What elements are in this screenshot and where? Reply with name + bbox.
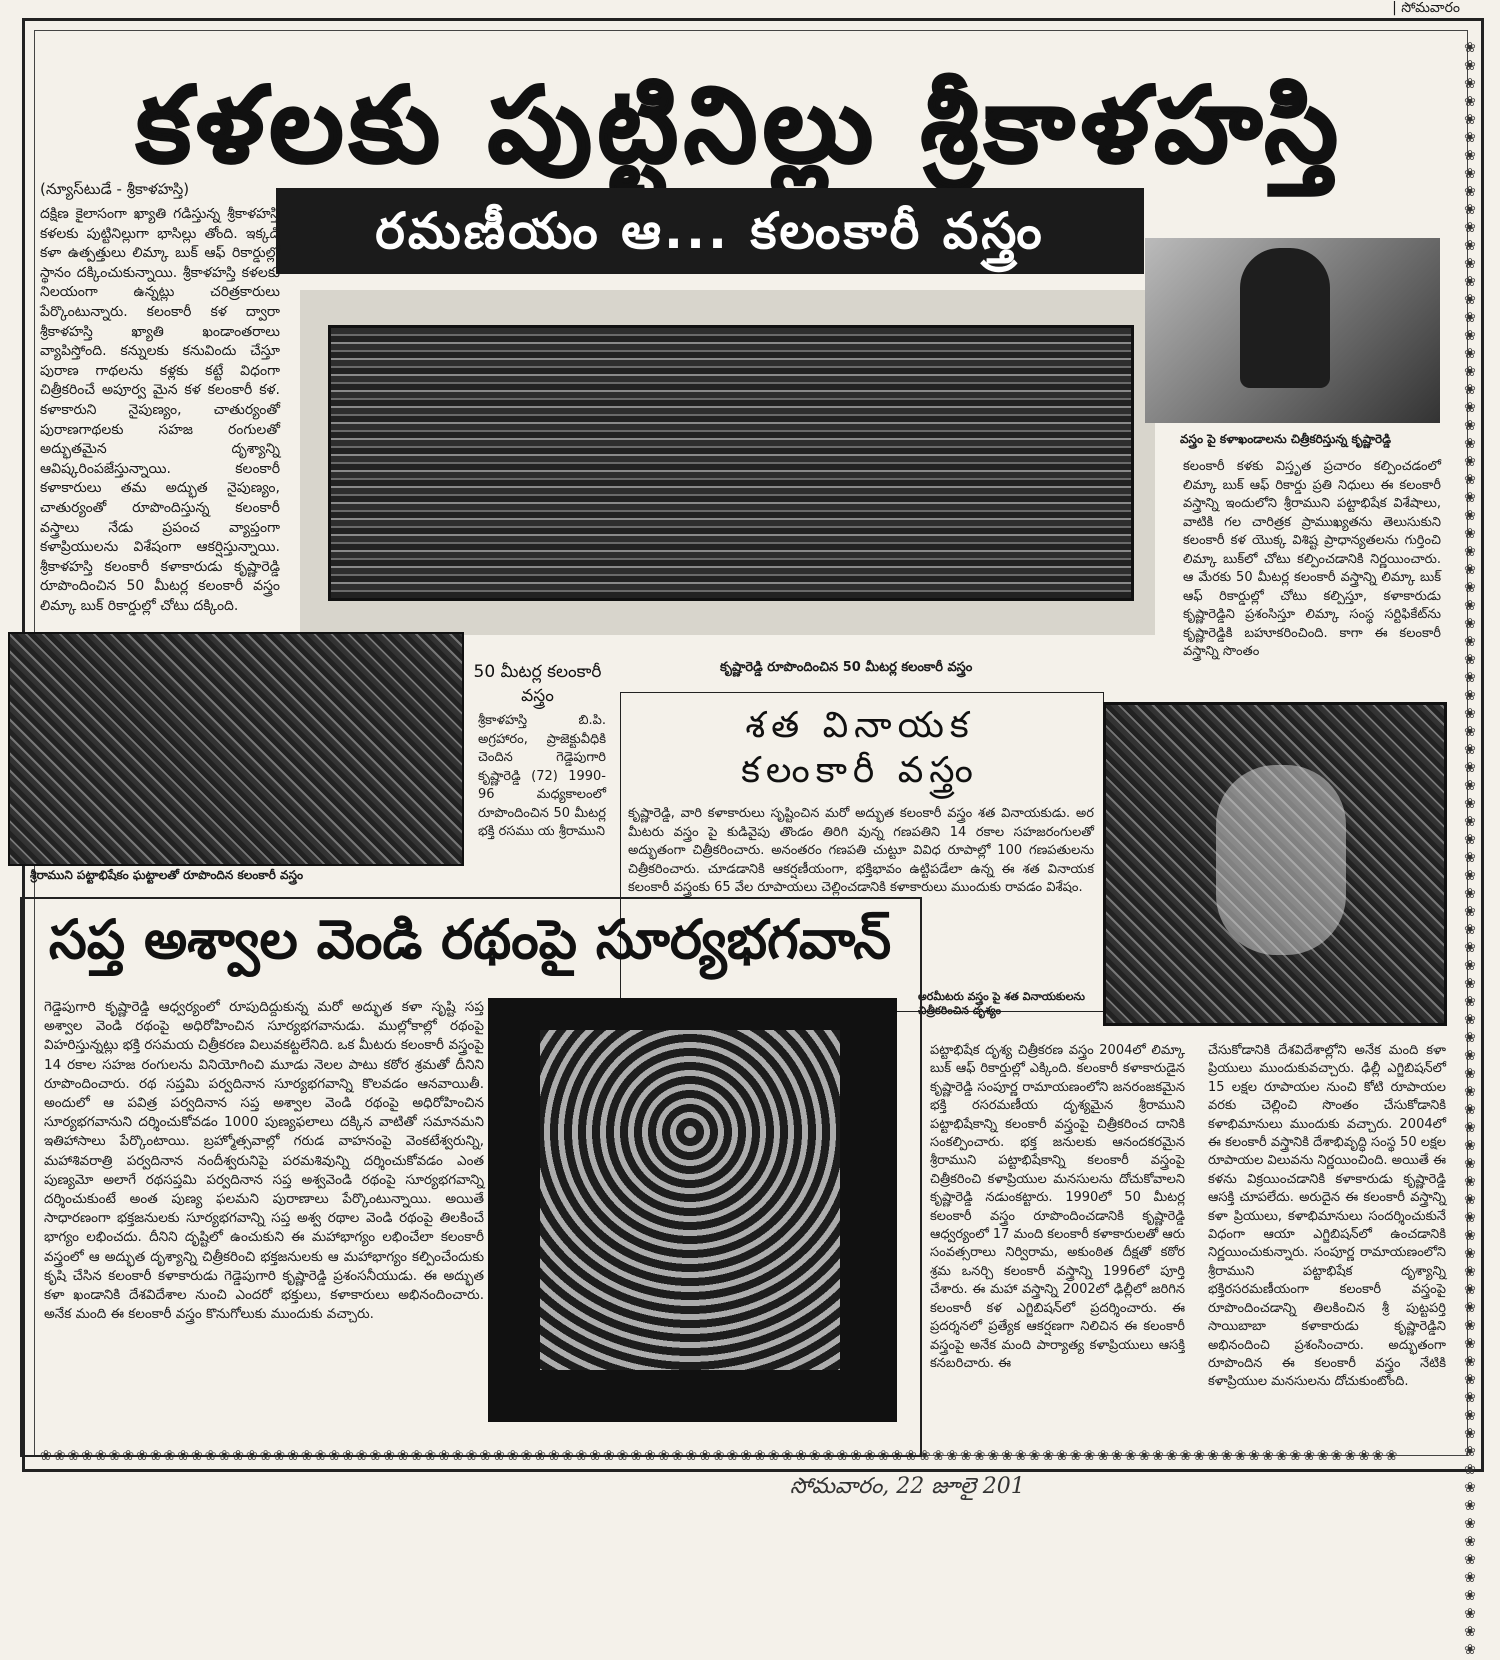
surya-figure — [540, 1030, 840, 1370]
sidebar-title: 50 మీటర్ల కలంకారీ వస్త్రం — [473, 662, 602, 706]
banner-title: రమణీయం ఆ... కలంకారీ వస్త్రం — [276, 188, 1144, 274]
ganesha-caption: అరమీటరు వస్త్రం పై శత వినాయకులను చిత్రీకరించిన దృశ్యం — [918, 990, 1085, 1017]
sidebar-text: శ్రీకాళహస్తి బి.పి. అగ్రహారం, ప్రాజెక్టువీధికి చెందిన గెడ్డెపుగారి కృష్ణారెడ్డి (72) 1990-96 మధ్యకాలంలో రూపొందించిన 50 మీటర్ల భక్తి రసము య శ్రీరాముని — [478, 713, 606, 839]
dateline: (న్యూస్‌టుడే - శ్రీకాళహస్తి) — [40, 180, 190, 198]
artist-figure — [1240, 248, 1330, 388]
main-headline: కళలకు పుట్టినిల్లు శ్రీకాళహస్తి — [136, 64, 1344, 186]
surya-column — [44, 998, 484, 1443]
decorative-border-right: ❀❀❀❀❀❀❀❀❀❀❀❀❀❀❀❀❀❀❀❀❀❀❀❀❀❀❀❀❀❀❀❀❀❀❀❀❀❀❀❀❀❀❀❀❀❀❀❀❀❀❀❀❀❀❀❀❀❀❀❀❀❀❀❀❀❀❀❀❀❀❀❀❀❀❀❀❀❀❀❀❀❀❀❀❀❀❀❀❀❀ — [1462, 40, 1478, 1660]
ganesha-title-line2: కలంకారీ వస్త్రం — [741, 750, 979, 791]
surya-title: సప్త అశ్వాల వెండి రథంపై సూర్యభగవాన్ — [48, 908, 892, 971]
decorative-border-bottom: ❀❀❀❀❀❀❀❀❀❀❀❀❀❀❀❀❀❀❀❀❀❀❀❀❀❀❀❀❀❀❀❀❀❀❀❀❀❀❀❀❀❀❀❀❀❀❀❀❀❀❀❀❀❀❀❀❀❀❀❀❀❀❀❀❀❀❀❀❀❀❀❀❀❀❀❀❀❀❀❀❀❀❀❀❀❀❀❀❀❀❀❀❀❀❀❀❀❀❀ — [40, 1448, 1400, 1464]
ganesha-fabric-photo — [1103, 702, 1447, 1026]
big-fabric-photo — [300, 290, 1155, 635]
coronation-fabric-photo — [8, 632, 464, 866]
bottom-mid-column — [930, 1042, 1185, 1422]
ganesha-figure — [1216, 765, 1346, 955]
surya-text: గెడ్డెపుగారి కృష్ణారెడ్డి ఆధ్వర్యంలో రూపుదిద్దుకున్న మరో అద్భుత కళా సృష్టి సప్త అశ్వాల వెండి రథంపై అధిరోహించిన సూర్యభగవానుడు. ముల్లోకాల్లో రథంపై విహరిస్తున్నట్లు భక్తి రసమయ చిత్రీకరణ విలువకట్టలేనిది. ఒక మీటరు కలంకారీ వస్త్రంపై 14 రకాల సహజ రంగులను వినియోగించి మూడు నెలల పాటు కఠోర శ్రమతో దీనిని రూపొందించారు. రథ సప్తమి పర్వదినాన సూర్యభగవాన్ని కొలవడం ఆనవాయితీ. అందులో ఆ పవిత్ర పర్వదినాన సప్త అశ్వాల వెండి రథంపై అధిరోహించిన సూర్యభగవానుని దర్శించుకోవడం 1000 పుణ్యఫలాలు దక్కిన వాటితో సమానమని ఇతిహాసాలు పేర్కొంటాయి. బ్రహ్మోత్సవాల్లో గరుడ వాహనంపై వెంకటేశ్వరున్ని, మహాశివరాత్రి పర్వదినాన నందీశ్వరునిపై పరమశివున్ని దర్శించుకోవడం ఎంత పుణ్యమో అలాగే రథసప్తమి పర్వదినాన సప్త అశ్వవెండి రథంపై సూర్యభగవాన్ని దర్శించుకుంటే అంత పుణ్య ఫలమని పురాణాలు పేర్కొంటున్నాయి. అయితే సాధారణంగా భక్తజనులకు సూర్యభగవాన్ని సప్త అశ్వ రథాల వెండి రథంపై తిలకించే భాగ్యం లభించదు. దీనిని దృష్టిలో ఉంచుకుని ఈ మహాభాగ్యం లభించేలా కలంకారీ వస్త్రంలో ఆ అద్భుత దృశ్యాన్ని చిత్రీకరించి భక్తజనులకు ఆ మహాభాగ్యం కల్పించేందుకు కృషి చేసిన కలంకారీ కళాకారుడు గెడ్డెపుగారి కృష్ణారెడ్డి ప్రశంసనీయుడు. ఈ అద్భుత కళా ఖండానికి దేశవిదేశాల నుంచి ఎందరో భక్తులు, కళాకారులు అభినందించారు. అనేక మంది ఈ కలంకారీ వస్త్రం కొనుగోలుకు ముందుకు వచ్చారు. — [44, 999, 484, 1323]
artist-photo-caption: వస్త్రం పై కళాఖండాలను చిత్రీకరిస్తున్న కృష్ణారెడ్డి — [1180, 432, 1391, 446]
handwritten-note: సోమవారం, 22 జూలై 201 — [790, 1474, 1025, 1499]
artist-photo — [1145, 238, 1440, 423]
bottom-right-text: చేసుకోడానికి దేశవిదేశాల్లోని అనేక మంది కళా ప్రియులు ముందుకువచ్చారు. ఢిల్లీ ఎగ్జిబిషన్‌లో 15 లక్షల రూపాయల నుంచి కోటి రూపాయల వరకు చెల్లించి సొంతం చేసుకోడానికి కళాభిమానులు ముందుకు వచ్చారు. 2004లో ఈ కలంకారీ వస్త్రానికి దేశాభివృద్ధి సంస్థ 50 లక్షల రూపాయల విలువను నిర్ణయించింది. అయితే ఈ కళను విక్రయించడానికి కళాకారుడు కృష్ణారెడ్డి ఆసక్తి చూపలేదు. అరుదైన ఈ కలంకారీ వస్త్రాన్ని కళా ప్రియులు, కళాభిమానులు సందర్శించుకునే విధంగా ఆయా ఎగ్జిబిషన్‌లో ఉంచడానికి నిర్ణయించుకున్నారు. సంపూర్ణ రామాయణంలోని శ్రీరాముని పట్టాభిషేక దృశ్యాన్ని భక్తిరసరమణీయంగా కలంకారీ వస్త్రంపై రూపొందించడాన్ని తిలకించిన శ్రీ పుట్టపర్తి సాయిబాబా కళాకారుడు కృష్ణారెడ్డిని అభినందించి ప్రశంసించారు. అద్భుతంగా రూపొందిన ఈ కలంకారీ వస్త్రం నేటికి కళాప్రియుల మనసులను దోచుకుంటోంది. — [1208, 1043, 1446, 1390]
bottom-mid-text: పట్టాభిషేక దృశ్య చిత్రీకరణ వస్త్రం 2004లో లిమ్కా బుక్ ఆఫ్ రికార్డుల్లో ఎక్కింది. కలంకారీ కళాకారుడైన కృష్ణారెడ్డి సంపూర్ణ రామాయణంలోని జనరంజకమైన భక్తి రసరమణీయ దృశ్యమైన శ్రీరాముని పట్టాభిషేకాన్ని కలంకారీ వస్త్రంపై చిత్రీకరించ దానికి సంకల్పించారు. భక్త జనులకు ఆనందకరమైన శ్రీరాముని పట్టాభిషేకాన్ని కలంకారీ వస్త్రంపై చిత్రీకరించి కళాప్రియుల మనసులను దోచుకోవాలని కృష్ణారెడ్డి నడుంకట్టారు. 1990లో 50 మీటర్ల కలంకారీ వస్త్రం రూపొందించడానికి కృష్ణారెడ్డి ఆధ్వర్యంలో 17 మంది కలంకారీ కళాకారులతో ఆరు సంవత్సరాలు నిర్విరామ, అకుంఠిత దీక్షతో కఠోర శ్రమ ఒనర్చి కలంకారీ వస్త్రాన్ని 1996లో పూర్తి చేశారు. ఈ మహా వస్త్రాన్ని 2002లో ఢిల్లీలో జరిగిన కలంకారీ కళ ఎగ్జిబిషన్‌లో ప్రదర్శించారు. ఈ ప్రదర్శనలో ప్రత్యేక ఆకర్షణగా నిలిచిన ఈ కలంకారీ వస్త్రంపై అనేక మంది పార్యాత్య కళాప్రియులు ఆసక్తి కనబరిచారు. ఈ — [930, 1043, 1185, 1371]
bottom-right-column — [1208, 1042, 1446, 1422]
intro-text: దక్షిణ కైలాసంగా ఖ్యాతి గడిస్తున్న శ్రీకాళహస్తి కళలకు పుట్టినిల్లుగా భాసిల్లు తోంది. ఇక్కడి కళా ఉత్పత్తులు లిమ్కా బుక్ ఆఫ్ రికార్డుల్లో స్థానం దక్కించుకున్నాయి. శ్రీకాళహస్తి కళలకు నిలయంగా ఉన్నట్లు చరిత్రకారులు పేర్కొంటున్నారు. కలంకారీ కళ ద్వారా శ్రీకాళహస్తి ఖ్యాతి ఖండాంతరాలు వ్యాపిస్తోంది. కన్నులకు కనువిందు చేస్తూ పురాణ గాథలను కళ్లకు కట్టే విధంగా చిత్రీకరించే అపూర్వ మైన కళ కలంకారీ కళ. కళాకారుని నైపుణ్యం, చాతుర్యంతో పురాణగాథలకు సహజ రంగులతో అద్భుతమైన దృశ్యాన్ని ఆవిష్కరింపజేస్తున్నాయి. కలంకారీ కళాకారులు తమ అద్భుత నైపుణ్యం, చాతుర్యంతో రూపొందిస్తున్న కలంకారీ వస్త్రాలు నేడు ప్రపంచ వ్యాప్తంగా కళాప్రియులను విశేషంగా ఆకర్షిస్తున్నాయి. శ్రీకాళహస్తి కలంకారీ కళాకారుడు కృష్ణారెడ్డి రూపొందించిన 50 మీటర్ల కలంకారీ వస్త్రం లిమ్కా బుక్ రికార్డుల్లో చోటు దక్కింది. — [40, 206, 280, 614]
ganesha-title-line1: శత వినాయక — [745, 705, 975, 746]
left-photo-caption: శ్రీరాముని పట్టాభిషేకం ఘట్టాలతో రూపొందిన కలంకారీ వస్త్రం — [30, 868, 304, 882]
page-header-corner: | సోమవారం — [1392, 0, 1460, 16]
big-photo-caption: కృష్ణారెడ్డి రూపొందించిన 50 మీటర్ల కలంకారీ వస్త్రం — [720, 660, 973, 675]
right-column — [1183, 458, 1441, 688]
ganesha-text: కృష్ణారెడ్డి, వారి కళాకారులు సృష్టించిన మరో అద్భుత కలంకారీ వస్త్రం శత వినాయకుడు. అర మీటరు వస్త్రం పై కుడివైపు తొండం తిరిగి వున్న గణపతిని 14 రకాల సహజరంగులతో అద్భుతంగా చిత్రీకరించారు. అనంతరం గణపతి చుట్టూ వివిధ రూపాల్లో 100 గణపతులను చిత్రీకరించారు. చూడడానికి ఆకర్షణీయంగా, భక్తిభావం ఉట్టిపడేలా ఉన్న ఈ శత వినాయక కలంకారీ వస్త్రంకు 65 వేల రూపాయలు చెల్లించడానికి కళాకారులు ముందుకు రావడం విశేషం. — [628, 806, 1094, 895]
intro-column — [40, 205, 280, 615]
fabric-scroll — [328, 325, 1134, 601]
sidebar-column — [478, 712, 606, 880]
right-column-text: కలంకారీ కళకు విస్తృత ప్రచారం కల్పించడంలో లిమ్కా బుక్ ఆఫ్ రికార్డు ప్రతి నిధులు ఈ కలంకారీ వస్త్రాన్ని ఇందులోని శ్రీరాముని పట్టాభిషేక విశేషాలు, వాటికి గల చారిత్రక ప్రాముఖ్యతను తెలుసుకుని కలంకారీ కళ యొక్క విశిష్ట ప్రాధాన్యతలను గుర్తించి లిమ్కా బుక్‌లో చోటు కల్పించడానికి నిర్ణయించారు. ఆ మేరకు 50 మీటర్ల కలంకారీ వస్త్రాన్ని లిమ్కా బుక్ ఆఫ్ రికార్డుల్లో చోటు కల్పిస్తూ, కళాకారుడు కృష్ణారెడ్డిని ప్రశంసిస్తూ లిమ్కా సంస్థ సర్టిఫికేట్‌ను కృష్ణారెడ్డికి బహూకరించింది. కాగా ఈ కలంకారీ వస్త్రాన్ని సొంతం — [1183, 459, 1441, 659]
surya-fabric-photo — [488, 998, 897, 1422]
